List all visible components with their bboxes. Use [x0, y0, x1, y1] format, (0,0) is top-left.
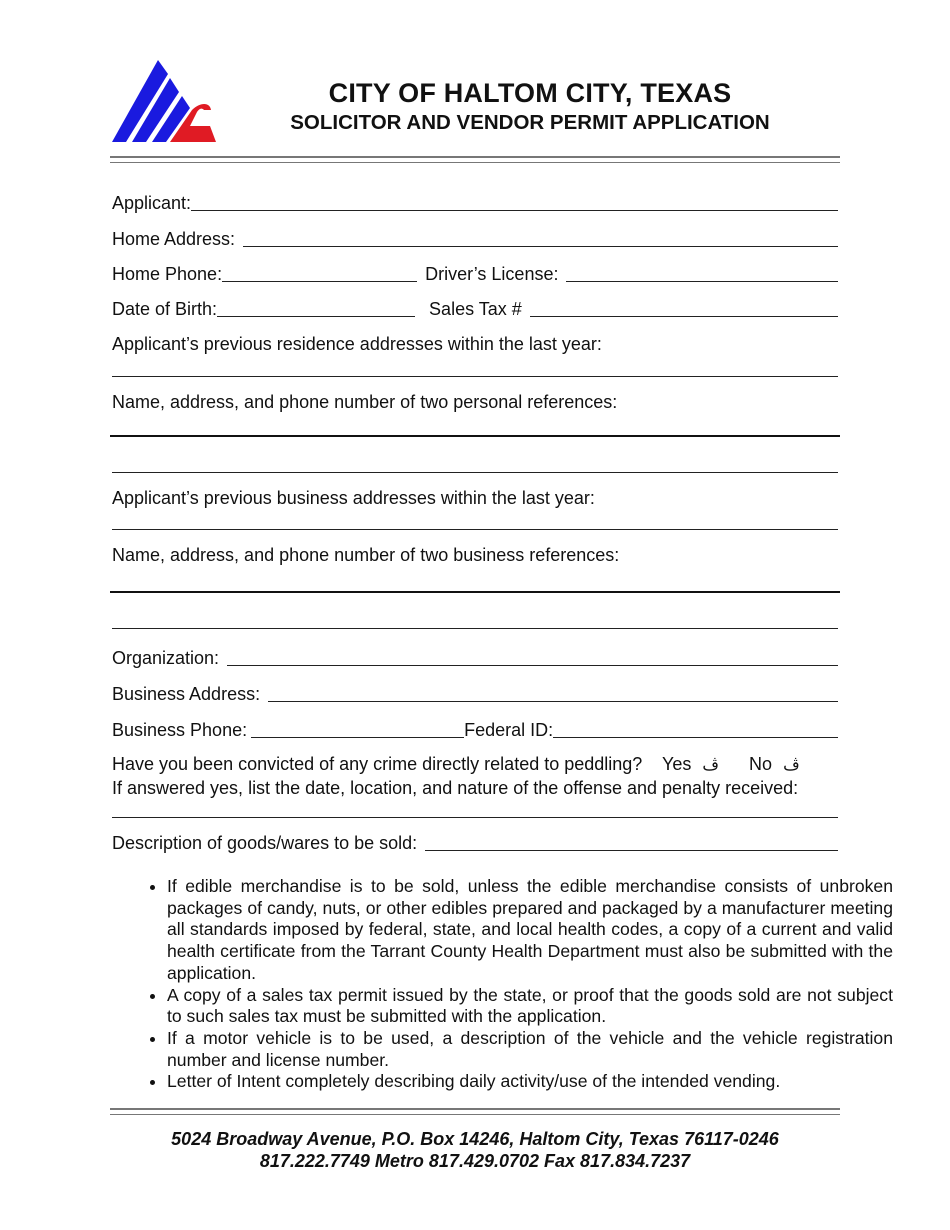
footer-address: 5024 Broadway Avenue, P.O. Box 14246, Haltom City, Texas 76117-0246: [171, 1129, 779, 1149]
business-refs-label: Name, address, and phone number of two business references:: [112, 545, 620, 565]
no-checkbox[interactable]: ڤ: [783, 757, 800, 774]
goods-description-label: Description of goods/wares to be sold:: [112, 833, 418, 853]
drivers-license-label: Driver’s License:: [425, 264, 559, 284]
home-phone-line[interactable]: [222, 280, 417, 282]
organization-field[interactable]: [112, 645, 838, 669]
business-address-line[interactable]: [268, 700, 838, 702]
prev-residence-label: Applicant’s previous residence addresses within the last year:: [112, 334, 602, 354]
sales-tax-label: Sales Tax #: [429, 299, 522, 319]
header-divider: [110, 156, 840, 163]
business-refs-line-1[interactable]: [110, 591, 840, 593]
business-address-field[interactable]: [112, 681, 838, 705]
city-logo: [110, 58, 222, 146]
applicant-label: Applicant:: [112, 193, 192, 213]
goods-description-field[interactable]: [112, 830, 838, 854]
crime-followup: If answered yes, list the date, location, and nature of the offense and penalty received:: [112, 778, 799, 798]
personal-refs-label: Name, address, and phone number of two personal references:: [112, 392, 618, 412]
dob-salestax-row: [112, 296, 838, 320]
business-phone-federal-row: [112, 717, 838, 741]
federal-id-line[interactable]: [553, 736, 838, 738]
requirement-item: • If a motor vehicle is to be used, a description of the vehicle and the vehicle registration number and license number.: [167, 1028, 893, 1071]
prev-residence-line[interactable]: [112, 376, 838, 377]
goods-description-line[interactable]: [425, 849, 838, 851]
requirement-item: • A copy of a sales tax permit issued by the state, or proof that the goods sold are not subject to such sales tax must be submitted with the application.: [167, 985, 893, 1028]
page-subtitle: SOLICITOR AND VENDOR PERMIT APPLICATION: [290, 111, 770, 134]
federal-id-label: Federal ID:: [464, 720, 554, 740]
crime-details-line[interactable]: [112, 817, 838, 818]
organization-label: Organization:: [112, 648, 220, 668]
prev-business-label: Applicant’s previous business addresses within the last year:: [112, 488, 595, 508]
applicant-field[interactable]: [112, 190, 838, 214]
crime-question-block: [112, 753, 838, 799]
phone-license-row: [112, 261, 838, 285]
drivers-license-line[interactable]: [566, 280, 838, 282]
sales-tax-line[interactable]: [530, 315, 838, 317]
requirement-item: • Letter of Intent completely describing daily activity/use of the intended vending.: [167, 1071, 893, 1093]
applicant-line[interactable]: [191, 209, 838, 211]
footer-divider: [110, 1108, 840, 1115]
footer-phones: 817.222.7749 Metro 817.429.0702 Fax 817.834.7237: [259, 1151, 691, 1171]
business-phone-label: Business Phone:: [112, 720, 248, 740]
business-address-label: Business Address:: [112, 684, 261, 704]
no-label: No: [749, 754, 773, 774]
business-refs-line-2[interactable]: [112, 628, 838, 629]
prev-business-line[interactable]: [112, 529, 838, 530]
home-phone-label: Home Phone:: [112, 264, 223, 284]
personal-refs-line-1[interactable]: [110, 435, 840, 437]
requirements-list: [112, 876, 893, 1093]
dob-line[interactable]: [217, 315, 415, 317]
personal-refs-line-2[interactable]: [112, 472, 838, 473]
home-address-line[interactable]: [243, 245, 838, 247]
home-address-label: Home Address:: [112, 229, 236, 249]
home-address-field[interactable]: [112, 226, 838, 250]
page-title: CITY OF HALTOM CITY, TEXAS: [328, 78, 732, 108]
crime-question: Have you been convicted of any crime directly related to peddling?: [112, 754, 643, 774]
dob-label: Date of Birth:: [112, 299, 218, 319]
organization-line[interactable]: [227, 664, 838, 666]
business-phone-line[interactable]: [251, 736, 464, 738]
requirement-item: • If edible merchandise is to be sold, unless the edible merchandise consists of unbroken packages of candy, nuts, or other edibles prepared and packaged by a manufacturer meeting all standards imposed by federal, state, and local health codes, a copy of a current and valid health certificate from the Tarrant County Health Department must also be submitted with the application.: [167, 876, 893, 985]
yes-checkbox[interactable]: ڤ: [702, 757, 719, 774]
yes-label: Yes: [662, 754, 692, 774]
